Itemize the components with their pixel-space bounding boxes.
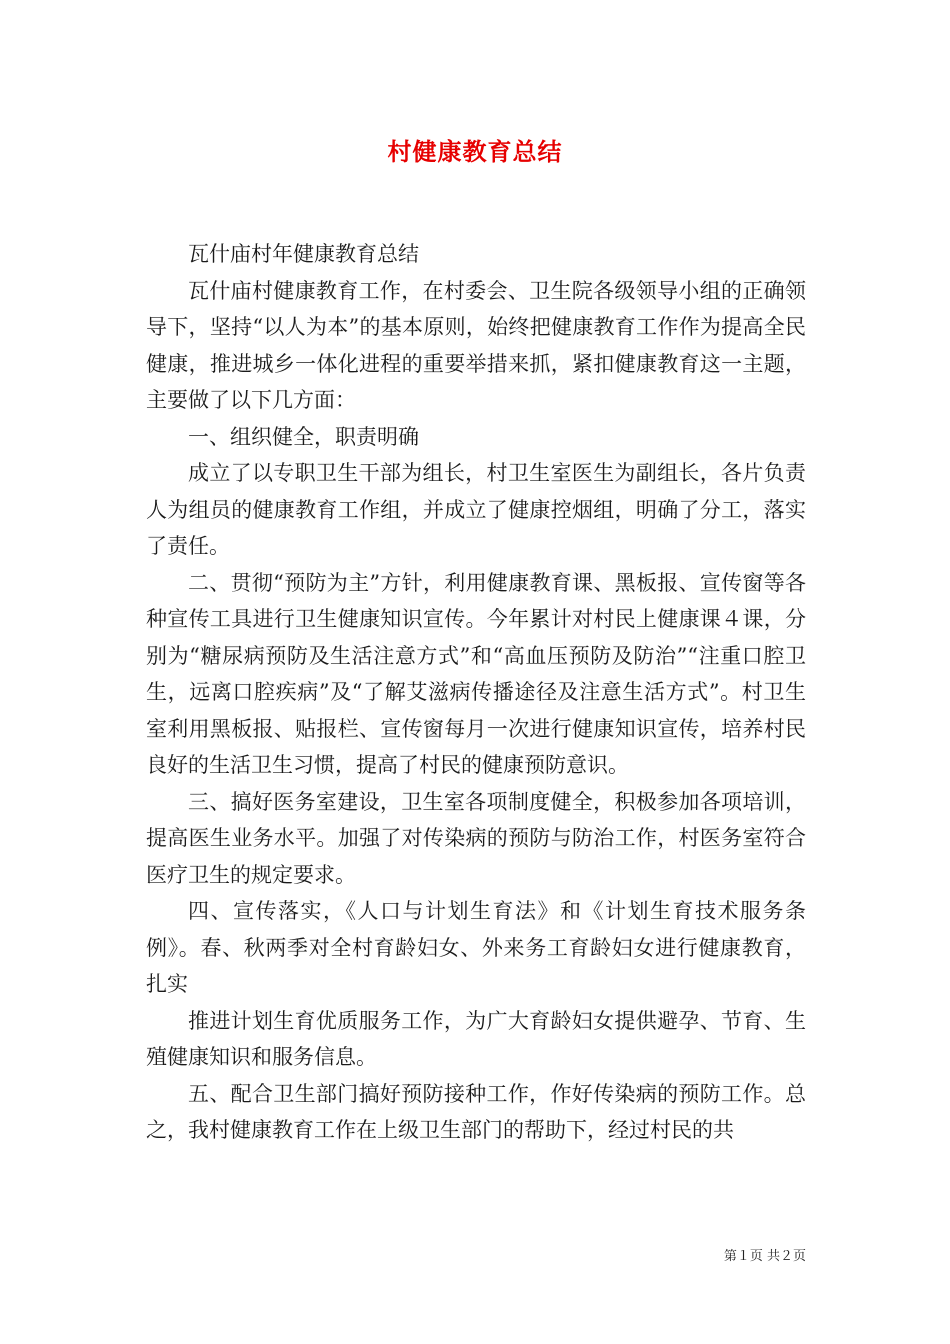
- section-heading-1: 一、组织健全，职责明确: [188, 424, 419, 449]
- section-paragraph-4-cont: 推进计划生育优质服务工作，为广大育龄妇女提供避孕、节育、生殖健康知识和服务信息。: [146, 1008, 806, 1069]
- section-paragraph-4: 四、宣传落实，《人口与计划生育法》和《计划生育技术服务条例》。春、秋两季对全村育龄妇女、外来务工育龄妇女进行健康教育，扎实: [146, 899, 806, 996]
- intro-paragraph: 瓦什庙村健康教育工作，在村委会、卫生院各级领导小组的正确领导下，坚持“以人为本”的基本原则，始终把健康教育工作作为提高全民健康，推进城乡一体化进程的重要举措来抓，紧扣健康教育这一主题，主要做了以下几方面：: [146, 278, 806, 412]
- subtitle-paragraph: 瓦什庙村年健康教育总结: [188, 242, 419, 266]
- page-number: 第１页 共２页: [723, 1249, 806, 1264]
- section-paragraph-3: 三、搞好医务室建设，卫生室各项制度健全，积极参加各项培训，提高医生业务水平。加强了对传染病的预防与防治工作，村医务室符合医疗卫生的规定要求。: [146, 789, 806, 887]
- document-body: [146, 236, 806, 1149]
- section-paragraph-5: 五、配合卫生部门搞好预防接种工作，作好传染病的预防工作。总之，我村健康教育工作在上级卫生部门的帮助下，经过村民的共: [146, 1081, 806, 1142]
- section-paragraph-2: 二、贯彻“预防为主”方针，利用健康教育课、黑板报、宣传窗等各种宣传工具进行卫生健康知识宣传。今年累计对村民上健康课４课，分别为“糖尿病预防及生活注意方式”和“高血压预防及防治”“注重口腔卫生，远离口腔疾病”及“了解艾滋病传播途径及注意生活方式”。村卫生室利用黑板报、贴报栏、宣传窗每月一次进行健康知识宣传，培养村民良好的生活卫生习惯，提高了村民的健康预防意识。: [146, 570, 806, 777]
- document-title: 村健康教育总结: [387, 137, 563, 166]
- section-paragraph-1: 成立了以专职卫生干部为组长，村卫生室医生为副组长，各片负责人为组员的健康教育工作组，并成立了健康控烟组，明确了分工，落实了责任。: [146, 461, 806, 558]
